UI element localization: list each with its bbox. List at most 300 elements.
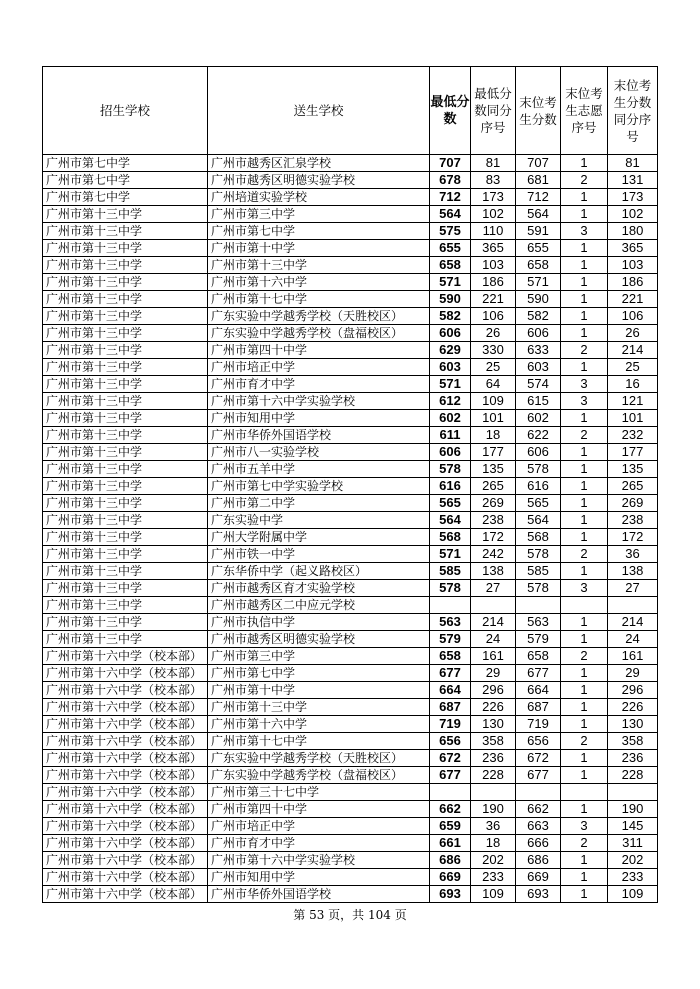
min-same-rank-cell: 228 xyxy=(471,767,516,784)
min-score-cell: 678 xyxy=(430,172,471,189)
last-score-cell: 571 xyxy=(516,274,561,291)
last-choice-cell: 1 xyxy=(561,495,608,512)
last-score-cell: 666 xyxy=(516,835,561,852)
send-school-cell: 广东实验中学越秀学校（天胜校区） xyxy=(208,750,430,767)
min-same-rank-cell: 269 xyxy=(471,495,516,512)
last-score-cell: 582 xyxy=(516,308,561,325)
send-school-cell: 广州市第十中学 xyxy=(208,682,430,699)
table-row xyxy=(43,410,658,427)
last-same-rank-cell: 130 xyxy=(608,716,658,733)
min-same-rank-cell: 365 xyxy=(471,240,516,257)
send-school-cell: 广州市第二中学 xyxy=(208,495,430,512)
last-same-rank-cell: 236 xyxy=(608,750,658,767)
last-choice-cell: 1 xyxy=(561,512,608,529)
last-score-cell: 615 xyxy=(516,393,561,410)
min-score-cell: 656 xyxy=(430,733,471,750)
last-score-cell: 658 xyxy=(516,257,561,274)
min-score-cell xyxy=(430,597,471,614)
last-same-rank-cell: 232 xyxy=(608,427,658,444)
table-row xyxy=(43,835,658,852)
last-choice-cell: 1 xyxy=(561,869,608,886)
recruit-school-cell: 广州市第十三中学 xyxy=(43,376,208,393)
last-score-cell: 578 xyxy=(516,580,561,597)
min-same-rank-cell: 186 xyxy=(471,274,516,291)
min-same-rank-cell: 18 xyxy=(471,835,516,852)
min-score-cell: 606 xyxy=(430,444,471,461)
header-last-same-rank: 末位考生分数同分序号 xyxy=(608,67,658,155)
last-same-rank-cell xyxy=(608,784,658,801)
send-school-cell: 广州市第三十七中学 xyxy=(208,784,430,801)
last-score-cell: 677 xyxy=(516,767,561,784)
table-row xyxy=(43,155,658,172)
recruit-school-cell: 广州市第十六中学（校本部） xyxy=(43,665,208,682)
table-row xyxy=(43,206,658,223)
min-score-cell: 719 xyxy=(430,716,471,733)
last-score-cell xyxy=(516,597,561,614)
last-score-cell: 616 xyxy=(516,478,561,495)
table-header-row xyxy=(43,67,658,155)
last-choice-cell: 2 xyxy=(561,427,608,444)
last-choice-cell: 1 xyxy=(561,631,608,648)
min-same-rank-cell: 36 xyxy=(471,818,516,835)
last-score-cell: 578 xyxy=(516,461,561,478)
last-same-rank-cell: 180 xyxy=(608,223,658,240)
last-choice-cell: 1 xyxy=(561,274,608,291)
table-row xyxy=(43,359,658,376)
min-same-rank-cell: 25 xyxy=(471,359,516,376)
last-choice-cell: 1 xyxy=(561,444,608,461)
last-same-rank-cell: 131 xyxy=(608,172,658,189)
last-choice-cell: 1 xyxy=(561,886,608,903)
min-same-rank-cell: 101 xyxy=(471,410,516,427)
min-same-rank-cell: 24 xyxy=(471,631,516,648)
min-same-rank-cell: 358 xyxy=(471,733,516,750)
table-row xyxy=(43,886,658,903)
min-score-cell: 590 xyxy=(430,291,471,308)
last-choice-cell: 1 xyxy=(561,240,608,257)
table-row xyxy=(43,308,658,325)
last-score-cell: 693 xyxy=(516,886,561,903)
min-score-cell: 578 xyxy=(430,461,471,478)
last-score-cell: 603 xyxy=(516,359,561,376)
send-school-cell: 广州市第十三中学 xyxy=(208,699,430,716)
send-school-cell: 广州市华侨外国语学校 xyxy=(208,886,430,903)
min-same-rank-cell: 18 xyxy=(471,427,516,444)
min-score-cell: 575 xyxy=(430,223,471,240)
recruit-school-cell: 广州市第十三中学 xyxy=(43,359,208,376)
last-choice-cell: 1 xyxy=(561,291,608,308)
send-school-cell: 广州市育才中学 xyxy=(208,835,430,852)
last-choice-cell: 3 xyxy=(561,818,608,835)
send-school-cell: 广州市越秀区育才实验学校 xyxy=(208,580,430,597)
last-same-rank-cell: 121 xyxy=(608,393,658,410)
admission-score-table xyxy=(42,66,658,903)
min-same-rank-cell: 221 xyxy=(471,291,516,308)
last-same-rank-cell: 161 xyxy=(608,648,658,665)
last-score-cell: 591 xyxy=(516,223,561,240)
table-row xyxy=(43,563,658,580)
send-school-cell: 广州市第十中学 xyxy=(208,240,430,257)
last-same-rank-cell: 101 xyxy=(608,410,658,427)
table-row xyxy=(43,733,658,750)
min-score-cell: 564 xyxy=(430,206,471,223)
send-school-cell: 广东实验中学越秀学校（盘福校区） xyxy=(208,325,430,342)
min-score-cell: 658 xyxy=(430,257,471,274)
min-score-cell: 662 xyxy=(430,801,471,818)
send-school-cell: 广州市第十六中学实验学校 xyxy=(208,393,430,410)
last-same-rank-cell: 214 xyxy=(608,342,658,359)
table-row xyxy=(43,427,658,444)
min-same-rank-cell: 83 xyxy=(471,172,516,189)
table-row xyxy=(43,546,658,563)
table-row xyxy=(43,580,658,597)
table-row xyxy=(43,682,658,699)
min-same-rank-cell: 161 xyxy=(471,648,516,665)
last-choice-cell: 1 xyxy=(561,563,608,580)
recruit-school-cell: 广州市第十三中学 xyxy=(43,580,208,597)
last-same-rank-cell: 190 xyxy=(608,801,658,818)
last-choice-cell: 1 xyxy=(561,614,608,631)
table-row xyxy=(43,614,658,631)
last-score-cell: 656 xyxy=(516,733,561,750)
last-choice-cell: 2 xyxy=(561,172,608,189)
send-school-cell: 广州市第七中学 xyxy=(208,223,430,240)
last-choice-cell: 1 xyxy=(561,308,608,325)
table-row xyxy=(43,257,658,274)
min-score-cell: 612 xyxy=(430,393,471,410)
send-school-cell: 广东实验中学越秀学校（盘福校区） xyxy=(208,767,430,784)
last-score-cell: 606 xyxy=(516,444,561,461)
last-score-cell: 686 xyxy=(516,852,561,869)
table-row xyxy=(43,223,658,240)
min-same-rank-cell: 214 xyxy=(471,614,516,631)
min-same-rank-cell: 103 xyxy=(471,257,516,274)
send-school-cell: 广东实验中学越秀学校（天胜校区） xyxy=(208,308,430,325)
min-score-cell: 563 xyxy=(430,614,471,631)
send-school-cell: 广州市执信中学 xyxy=(208,614,430,631)
min-score-cell: 687 xyxy=(430,699,471,716)
send-school-cell: 广州市第十六中学 xyxy=(208,716,430,733)
min-same-rank-cell: 296 xyxy=(471,682,516,699)
last-choice-cell: 1 xyxy=(561,699,608,716)
last-score-cell: 574 xyxy=(516,376,561,393)
last-choice-cell: 2 xyxy=(561,342,608,359)
min-same-rank-cell: 190 xyxy=(471,801,516,818)
last-choice-cell: 1 xyxy=(561,529,608,546)
last-same-rank-cell: 186 xyxy=(608,274,658,291)
last-same-rank-cell: 26 xyxy=(608,325,658,342)
min-score-cell: 629 xyxy=(430,342,471,359)
min-score-cell: 677 xyxy=(430,767,471,784)
send-school-cell: 广州市第七中学 xyxy=(208,665,430,682)
last-choice-cell: 3 xyxy=(561,376,608,393)
recruit-school-cell: 广州市第十三中学 xyxy=(43,529,208,546)
min-same-rank-cell: 265 xyxy=(471,478,516,495)
min-score-cell: 579 xyxy=(430,631,471,648)
min-same-rank-cell: 173 xyxy=(471,189,516,206)
last-score-cell: 672 xyxy=(516,750,561,767)
send-school-cell: 广州市铁一中学 xyxy=(208,546,430,563)
last-choice-cell: 3 xyxy=(561,393,608,410)
last-same-rank-cell: 16 xyxy=(608,376,658,393)
table-row xyxy=(43,767,658,784)
min-score-cell: 661 xyxy=(430,835,471,852)
recruit-school-cell: 广州市第十三中学 xyxy=(43,597,208,614)
last-score-cell: 687 xyxy=(516,699,561,716)
last-same-rank-cell: 202 xyxy=(608,852,658,869)
min-same-rank-cell: 109 xyxy=(471,886,516,903)
min-score-cell: 693 xyxy=(430,886,471,903)
table-row xyxy=(43,342,658,359)
last-choice-cell: 1 xyxy=(561,852,608,869)
recruit-school-cell: 广州市第十三中学 xyxy=(43,444,208,461)
recruit-school-cell: 广州市第十六中学（校本部） xyxy=(43,869,208,886)
table-row xyxy=(43,512,658,529)
last-score-cell xyxy=(516,784,561,801)
recruit-school-cell: 广州市第十六中学（校本部） xyxy=(43,648,208,665)
send-school-cell: 广州市越秀区二中应元学校 xyxy=(208,597,430,614)
recruit-school-cell: 广州市第十三中学 xyxy=(43,410,208,427)
recruit-school-cell: 广州市第十三中学 xyxy=(43,257,208,274)
last-same-rank-cell: 365 xyxy=(608,240,658,257)
send-school-cell: 广州市培正中学 xyxy=(208,359,430,376)
recruit-school-cell: 广州市第十六中学（校本部） xyxy=(43,750,208,767)
min-score-cell: 565 xyxy=(430,495,471,512)
send-school-cell: 广州市第七中学实验学校 xyxy=(208,478,430,495)
last-choice-cell: 3 xyxy=(561,580,608,597)
recruit-school-cell: 广州市第十三中学 xyxy=(43,563,208,580)
recruit-school-cell: 广州市第十三中学 xyxy=(43,478,208,495)
table-row xyxy=(43,529,658,546)
min-same-rank-cell: 202 xyxy=(471,852,516,869)
min-same-rank-cell xyxy=(471,784,516,801)
last-score-cell: 590 xyxy=(516,291,561,308)
recruit-school-cell: 广州市第十六中学（校本部） xyxy=(43,699,208,716)
last-same-rank-cell: 81 xyxy=(608,155,658,172)
last-score-cell: 655 xyxy=(516,240,561,257)
last-choice-cell: 1 xyxy=(561,155,608,172)
last-same-rank-cell: 358 xyxy=(608,733,658,750)
recruit-school-cell: 广州市第十三中学 xyxy=(43,495,208,512)
table-row xyxy=(43,274,658,291)
min-score-cell: 571 xyxy=(430,376,471,393)
send-school-cell: 广州市第十七中学 xyxy=(208,291,430,308)
last-choice-cell: 1 xyxy=(561,410,608,427)
recruit-school-cell: 广州市第十三中学 xyxy=(43,308,208,325)
min-score-cell: 571 xyxy=(430,546,471,563)
min-same-rank-cell: 233 xyxy=(471,869,516,886)
last-same-rank-cell: 173 xyxy=(608,189,658,206)
last-same-rank-cell: 228 xyxy=(608,767,658,784)
last-choice-cell: 1 xyxy=(561,189,608,206)
last-same-rank-cell: 24 xyxy=(608,631,658,648)
last-score-cell: 662 xyxy=(516,801,561,818)
min-score-cell: 677 xyxy=(430,665,471,682)
last-same-rank-cell: 106 xyxy=(608,308,658,325)
last-choice-cell: 1 xyxy=(561,461,608,478)
last-choice-cell: 2 xyxy=(561,648,608,665)
recruit-school-cell: 广州市第十三中学 xyxy=(43,631,208,648)
last-same-rank-cell: 238 xyxy=(608,512,658,529)
recruit-school-cell: 广州市第十六中学（校本部） xyxy=(43,886,208,903)
last-choice-cell: 1 xyxy=(561,750,608,767)
send-school-cell: 广州市第四十中学 xyxy=(208,801,430,818)
last-choice-cell: 1 xyxy=(561,325,608,342)
recruit-school-cell: 广州市第十六中学（校本部） xyxy=(43,835,208,852)
min-score-cell: 571 xyxy=(430,274,471,291)
min-same-rank-cell: 26 xyxy=(471,325,516,342)
table-row xyxy=(43,750,658,767)
table-row xyxy=(43,665,658,682)
min-score-cell: 582 xyxy=(430,308,471,325)
last-same-rank-cell: 265 xyxy=(608,478,658,495)
table-row xyxy=(43,648,658,665)
table-row xyxy=(43,172,658,189)
last-score-cell: 658 xyxy=(516,648,561,665)
last-choice-cell: 1 xyxy=(561,359,608,376)
last-choice-cell: 2 xyxy=(561,546,608,563)
recruit-school-cell: 广州市第十六中学（校本部） xyxy=(43,784,208,801)
last-same-rank-cell: 27 xyxy=(608,580,658,597)
last-same-rank-cell: 102 xyxy=(608,206,658,223)
min-same-rank-cell: 236 xyxy=(471,750,516,767)
last-score-cell: 564 xyxy=(516,512,561,529)
min-same-rank-cell: 135 xyxy=(471,461,516,478)
last-same-rank-cell: 36 xyxy=(608,546,658,563)
last-score-cell: 669 xyxy=(516,869,561,886)
send-school-cell: 广州市知用中学 xyxy=(208,869,430,886)
send-school-cell: 广东华侨中学（起义路校区） xyxy=(208,563,430,580)
recruit-school-cell: 广州市第十六中学（校本部） xyxy=(43,818,208,835)
send-school-cell: 广东实验中学 xyxy=(208,512,430,529)
page-number: 第 53 页，共 104 页 xyxy=(293,908,407,922)
send-school-cell: 广州市第三中学 xyxy=(208,206,430,223)
send-school-cell: 广州大学附属中学 xyxy=(208,529,430,546)
min-score-cell xyxy=(430,784,471,801)
send-school-cell: 广州市第四十中学 xyxy=(208,342,430,359)
recruit-school-cell: 广州市第十六中学（校本部） xyxy=(43,716,208,733)
last-choice-cell: 2 xyxy=(561,733,608,750)
recruit-school-cell: 广州市第十三中学 xyxy=(43,393,208,410)
min-score-cell: 712 xyxy=(430,189,471,206)
min-same-rank-cell xyxy=(471,597,516,614)
min-same-rank-cell: 177 xyxy=(471,444,516,461)
send-school-cell: 广州市第十七中学 xyxy=(208,733,430,750)
min-score-cell: 672 xyxy=(430,750,471,767)
last-same-rank-cell: 269 xyxy=(608,495,658,512)
last-same-rank-cell: 135 xyxy=(608,461,658,478)
send-school-cell: 广州市第十六中学 xyxy=(208,274,430,291)
recruit-school-cell: 广州市第十六中学（校本部） xyxy=(43,733,208,750)
recruit-school-cell: 广州市第十三中学 xyxy=(43,325,208,342)
last-score-cell: 622 xyxy=(516,427,561,444)
header-min-score: 最低分数 xyxy=(430,67,471,155)
recruit-school-cell: 广州市第七中学 xyxy=(43,189,208,206)
recruit-school-cell: 广州市第十三中学 xyxy=(43,427,208,444)
header-last-choice: 末位考生志愿序号 xyxy=(561,67,608,155)
last-score-cell: 579 xyxy=(516,631,561,648)
last-same-rank-cell: 233 xyxy=(608,869,658,886)
min-same-rank-cell: 330 xyxy=(471,342,516,359)
last-choice-cell: 2 xyxy=(561,835,608,852)
last-choice-cell: 1 xyxy=(561,801,608,818)
send-school-cell: 广州市第十六中学实验学校 xyxy=(208,852,430,869)
last-same-rank-cell: 177 xyxy=(608,444,658,461)
table-row xyxy=(43,631,658,648)
min-same-rank-cell: 106 xyxy=(471,308,516,325)
table-row xyxy=(43,801,658,818)
min-score-cell: 655 xyxy=(430,240,471,257)
last-same-rank-cell xyxy=(608,597,658,614)
table-row xyxy=(43,784,658,801)
min-same-rank-cell: 27 xyxy=(471,580,516,597)
min-score-cell: 602 xyxy=(430,410,471,427)
min-score-cell: 669 xyxy=(430,869,471,886)
table-row xyxy=(43,716,658,733)
last-same-rank-cell: 226 xyxy=(608,699,658,716)
send-school-cell: 广州市第十三中学 xyxy=(208,257,430,274)
table-row xyxy=(43,869,658,886)
last-score-cell: 585 xyxy=(516,563,561,580)
recruit-school-cell: 广州市第十三中学 xyxy=(43,240,208,257)
last-score-cell: 564 xyxy=(516,206,561,223)
last-same-rank-cell: 214 xyxy=(608,614,658,631)
table-row xyxy=(43,852,658,869)
header-last-score: 末位考生分数 xyxy=(516,67,561,155)
recruit-school-cell: 广州市第十三中学 xyxy=(43,291,208,308)
last-score-cell: 707 xyxy=(516,155,561,172)
last-choice-cell: 1 xyxy=(561,767,608,784)
send-school-cell: 广州市五羊中学 xyxy=(208,461,430,478)
send-school-cell: 广州市培正中学 xyxy=(208,818,430,835)
last-choice-cell: 1 xyxy=(561,206,608,223)
last-choice-cell: 3 xyxy=(561,223,608,240)
last-score-cell: 602 xyxy=(516,410,561,427)
table-row xyxy=(43,291,658,308)
recruit-school-cell: 广州市第七中学 xyxy=(43,155,208,172)
recruit-school-cell: 广州市第十三中学 xyxy=(43,206,208,223)
last-score-cell: 606 xyxy=(516,325,561,342)
recruit-school-cell: 广州市第十六中学（校本部） xyxy=(43,801,208,818)
send-school-cell: 广州市越秀区汇泉学校 xyxy=(208,155,430,172)
table-row xyxy=(43,325,658,342)
min-same-rank-cell: 102 xyxy=(471,206,516,223)
min-score-cell: 611 xyxy=(430,427,471,444)
last-choice-cell: 1 xyxy=(561,716,608,733)
min-score-cell: 578 xyxy=(430,580,471,597)
recruit-school-cell: 广州市第十三中学 xyxy=(43,342,208,359)
send-school-cell: 广州市华侨外国语学校 xyxy=(208,427,430,444)
min-score-cell: 659 xyxy=(430,818,471,835)
last-score-cell: 677 xyxy=(516,665,561,682)
table-body xyxy=(43,155,658,903)
min-score-cell: 564 xyxy=(430,512,471,529)
table-row xyxy=(43,699,658,716)
min-same-rank-cell: 109 xyxy=(471,393,516,410)
last-same-rank-cell: 25 xyxy=(608,359,658,376)
last-choice-cell xyxy=(561,784,608,801)
last-score-cell: 719 xyxy=(516,716,561,733)
recruit-school-cell: 广州市第十六中学（校本部） xyxy=(43,852,208,869)
last-same-rank-cell: 296 xyxy=(608,682,658,699)
min-same-rank-cell: 138 xyxy=(471,563,516,580)
recruit-school-cell: 广州市第十三中学 xyxy=(43,546,208,563)
recruit-school-cell: 广州市第十三中学 xyxy=(43,512,208,529)
min-same-rank-cell: 226 xyxy=(471,699,516,716)
send-school-cell: 广州培道实验学校 xyxy=(208,189,430,206)
last-score-cell: 681 xyxy=(516,172,561,189)
last-same-rank-cell: 29 xyxy=(608,665,658,682)
